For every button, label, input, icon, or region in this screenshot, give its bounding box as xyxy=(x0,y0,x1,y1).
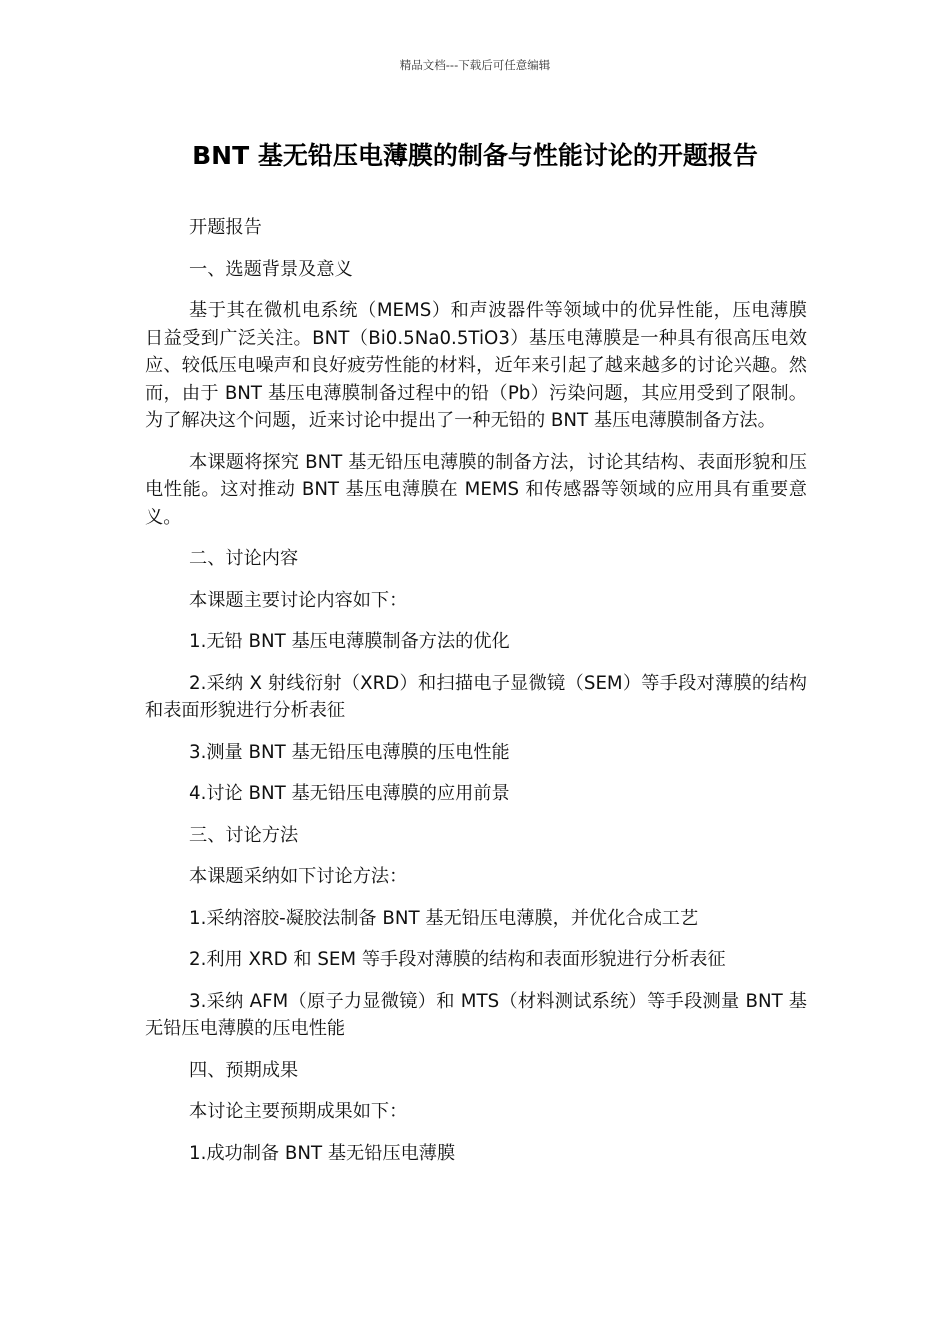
paragraph-content-intro: 本课题主要讨论内容如下： xyxy=(189,589,408,611)
section-heading-outcomes: 四、预期成果 xyxy=(189,1059,299,1081)
list-item: 1.采纳溶胶-凝胶法制备 BNT 基无铅压电薄膜，并优化合成工艺 xyxy=(189,907,699,929)
list-item: 3.采纳 AFM（原子力显微镜）和 MTS（材料测试系统）等手段测量 BNT 基无铅压电薄膜的压电性能 xyxy=(145,990,807,1039)
paragraph-report-label: 开题报告 xyxy=(189,217,262,238)
list-item: 1.成功制备 BNT 基无铅压电薄膜 xyxy=(189,1142,456,1164)
paragraph-methods-intro: 本课题采纳如下讨论方法： xyxy=(189,866,408,887)
list-item: 3.测量 BNT 基无铅压电薄膜的压电性能 xyxy=(189,741,510,763)
list-item: 2.利用 XRD 和 SEM 等手段对薄膜的结构和表面形貌进行分析表征 xyxy=(189,949,726,970)
paragraph-outcomes-intro: 本讨论主要预期成果如下： xyxy=(189,1101,408,1122)
header-note: 精品文档---下载后可任意编辑 xyxy=(399,58,551,72)
paragraph-background: 基于其在微机电系统（MEMS）和声波器件等领域中的优异性能，压电薄膜日益受到广泛关注。BNT（Bi0.5Na0.5TiO3）基压电薄膜是一种具有很高压电效应、较低压电噪声和良好疲劳性能的材料，近年来引起了越来越多的讨论兴趣。然而，由于 BNT 基压电薄膜制备过程中的铅（Pb）污染问题，其应用受到了限制。为了解决这个问题，近来讨论中提出了一种无铅的 BNT 基压电薄膜制备方法。 xyxy=(145,300,807,431)
section-heading-background: 一、选题背景及意义 xyxy=(189,258,353,280)
section-heading-methods: 三、讨论方法 xyxy=(189,824,299,846)
document-title: BNT 基无铅压电薄膜的制备与性能讨论的开题报告 xyxy=(192,141,758,170)
paragraph-purpose: 本课题将探究 BNT 基无铅压电薄膜的制备方法，讨论其结构、表面形貌和压电性能。这对推动 BNT 基压电薄膜在 MEMS 和传感器等领域的应用具有重要意义。 xyxy=(145,451,807,528)
list-item: 2.采纳 X 射线衍射（XRD）和扫描电子显微镜（SEM）等手段对薄膜的结构和表面形貌进行分析表征 xyxy=(145,672,807,721)
section-heading-content: 二、讨论内容 xyxy=(189,548,299,569)
document-body xyxy=(145,214,807,1181)
list-item: 1.无铅 BNT 基压电薄膜制备方法的优化 xyxy=(189,631,510,652)
list-item: 4.讨论 BNT 基无铅压电薄膜的应用前景 xyxy=(189,783,510,804)
